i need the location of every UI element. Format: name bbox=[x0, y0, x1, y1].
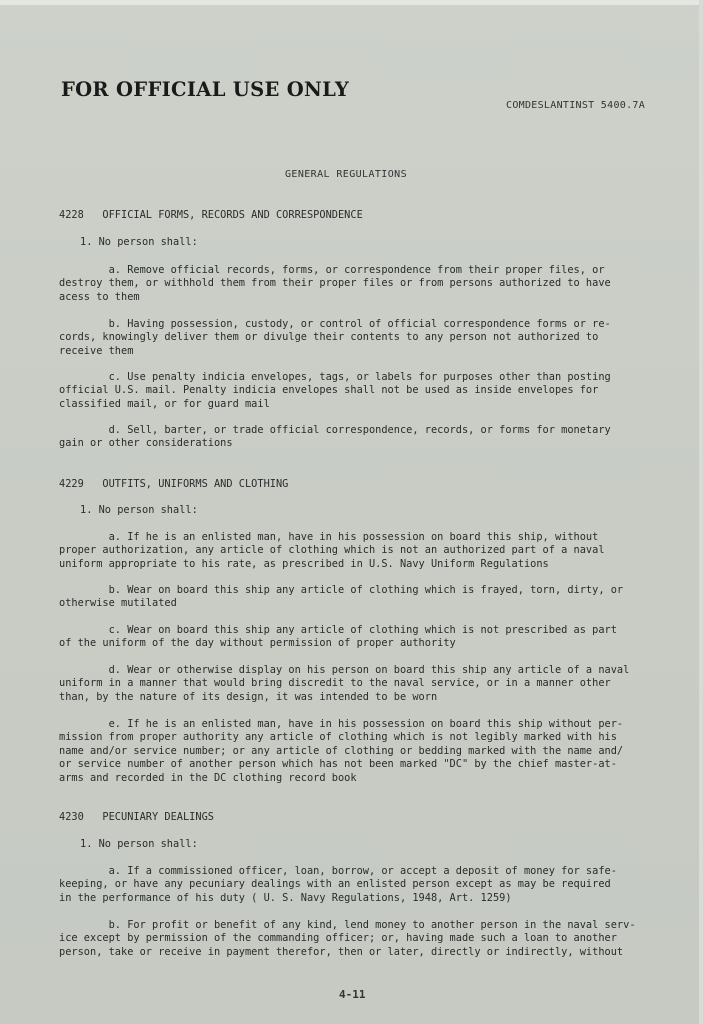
section-heading-4230: 4230 PECUNIARY DEALINGS bbox=[59, 811, 214, 823]
page-title: GENERAL REGULATIONS bbox=[285, 169, 407, 180]
paragraph-4228-b: b. Having possession, custody, or control of official correspondence forms or re- cords, knowingly deliver them or divulge their contents to any person not authorized to receive them bbox=[59, 318, 611, 357]
paragraph-4229-b: b. Wear on board this ship any article of clothing which is frayed, torn, dirty, or otherwise mutilated bbox=[59, 584, 624, 610]
classification-banner: FOR OFFICIAL USE ONLY bbox=[61, 78, 350, 101]
paragraph-4228-c: c. Use penalty indicia envelopes, tags, or labels for purposes other than posting official U.S. mail. Penalty indicia envelopes shall not be used as inside envelopes for classified mail, or for guard mail bbox=[59, 371, 611, 410]
paragraph-4230-a: a. If a commissioned officer, loan, borrow, or accept a deposit of money for safe- keeping, or have any pecuniary dealings with an enlisted person except as may be required in the performance of his duty ( U. S. Navy Regulations, 1948, Art. 1259) bbox=[59, 865, 617, 904]
paragraph-4230-b: b. For profit or benefit of any kind, lend money to another person in the naval serv- ice except by permission of the commanding officer; or, having made such a loan to another person, take or receive in payment therefor, then or later, directly or indirectly, without bbox=[59, 919, 636, 958]
document-id: COMDESLANTINST 5400.7A bbox=[506, 100, 646, 111]
page-number: 4-11 bbox=[339, 988, 366, 1001]
paragraph-4229-a: a. If he is an enlisted man, have in his possession on board this ship, without proper authorization, any article of clothing which is not an authorized part of a naval uniform appropriate to his rate, as prescribed in U.S. Navy Uniform Regulations bbox=[59, 531, 605, 570]
section-heading-4228: 4228 OFFICIAL FORMS, RECORDS AND CORRESPONDENCE bbox=[59, 209, 363, 221]
scan-edge-top bbox=[0, 0, 703, 5]
section-lead-4229: 1. No person shall: bbox=[80, 504, 198, 516]
paragraph-4228-a: a. Remove official records, forms, or correspondence from their proper files, or destroy them, or withhold them from their proper files or from persons authorized to have acess to them bbox=[59, 264, 611, 303]
paragraph-4229-d: d. Wear or otherwise display on his person on board this ship any article of a naval uniform in a manner that would bring discredit to the naval service, or in a manner other than, by the nature of its design, it was intended to be worn bbox=[59, 664, 630, 703]
section-lead-4228: 1. No person shall: bbox=[80, 236, 198, 248]
scan-edge-right bbox=[699, 0, 703, 1024]
paragraph-4229-e: e. If he is an enlisted man, have in his possession on board this ship without per- mission from proper authority any article of clothing which is not legibly marked with his name and/or service number; or any article of clothing or bedding marked with the name and/ or service number of another person which has not been marked "DC" by the chief master-at- arms and recorded in the DC clothing record book bbox=[59, 718, 624, 784]
paragraph-4228-d: d. Sell, barter, or trade official correspondence, records, or forms for monetary gain or other considerations bbox=[59, 424, 611, 450]
paragraph-4229-c: c. Wear on board this ship any article of clothing which is not prescribed as part of the uniform of the day without permission of proper authority bbox=[59, 624, 617, 650]
section-heading-4229: 4229 OUTFITS, UNIFORMS AND CLOTHING bbox=[59, 478, 289, 490]
section-lead-4230: 1. No person shall: bbox=[80, 838, 198, 850]
